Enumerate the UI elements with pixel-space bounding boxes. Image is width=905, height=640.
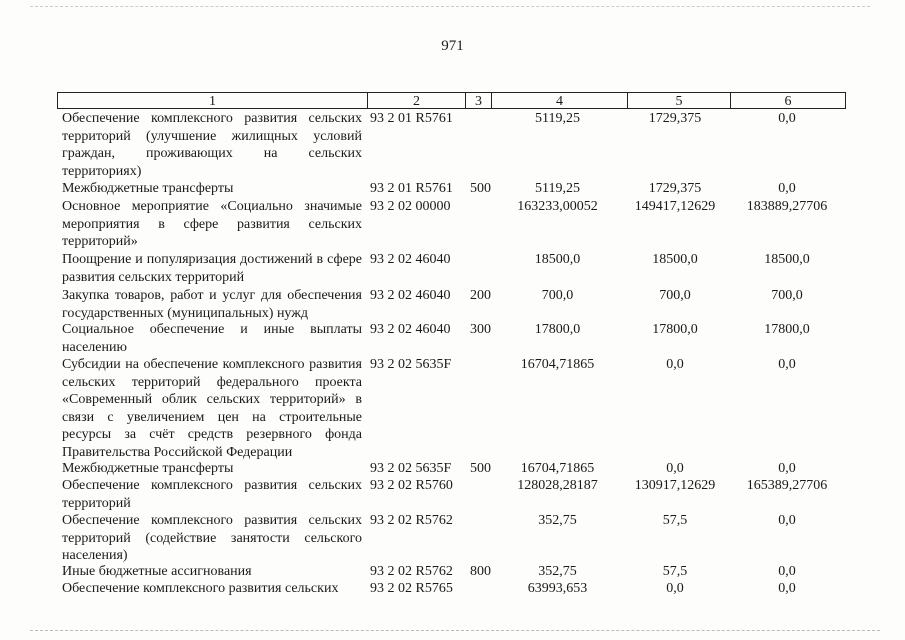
row-value-4: 128028,28187 [517, 478, 598, 493]
row-name: Обеспечение комплексного развития сельских территорий (содействие занятости сельского населения) [62, 513, 362, 563]
row-value-4: 5119,25 [535, 181, 580, 196]
row-value-5: 57,5 [662, 513, 688, 528]
row-code: 93 2 02 5635F [370, 357, 452, 372]
row-value-4: 352,75 [538, 564, 577, 579]
row-vr: 500 [470, 461, 491, 476]
row-value-5: 57,5 [662, 564, 688, 579]
column-header-4: 4 [492, 93, 628, 108]
row-value-6: 183889,27706 [746, 199, 828, 214]
row-name: Основное мероприятие «Социально значимые мероприятия в сфере развития сельских территорий» [62, 199, 362, 249]
row-value-6: 18500,0 [764, 252, 810, 267]
row-value-4: 16704,71865 [520, 357, 595, 372]
row-code: 93 2 02 00000 [370, 199, 451, 214]
row-value-6: 0,0 [778, 461, 796, 476]
row-vr: 800 [470, 564, 491, 579]
row-vr: 200 [470, 288, 491, 303]
row-name: Поощрение и популяризация достижений в сфере развития сельских территорий [62, 252, 362, 285]
row-value-6: 0,0 [778, 357, 796, 372]
row-name: Обеспечение комплексного развития сельских [62, 581, 339, 596]
column-header-5: 5 [628, 93, 731, 108]
row-value-6: 0,0 [778, 111, 796, 126]
row-code: 93 2 01 R5761 [370, 111, 453, 126]
row-value-6: 0,0 [778, 513, 796, 528]
column-header-6: 6 [784, 94, 792, 109]
row-value-5: 17800,0 [652, 322, 698, 337]
table-header [57, 92, 846, 109]
row-name: Социальное обеспечение и иные выплаты населению [62, 322, 362, 355]
row-value-5: 18500,0 [652, 252, 698, 267]
row-value-5: 130917,12629 [634, 478, 716, 493]
row-name: Обеспечение комплексного развития сельских территорий (улучшение жилищных условий граждан, проживающих на сельских территориях) [62, 111, 362, 179]
row-code: 93 2 02 R5762 [370, 513, 453, 528]
row-value-5: 149417,12629 [634, 199, 716, 214]
row-value-4: 63993,653 [527, 581, 588, 596]
row-value-4: 16704,71865 [520, 461, 595, 476]
row-code: 93 2 02 R5765 [370, 581, 453, 596]
row-name: Межбюджетные трансферты [62, 461, 234, 476]
row-value-5: 0,0 [666, 461, 684, 476]
row-value-5: 1729,375 [648, 181, 702, 196]
column-header-1: 1 [58, 93, 368, 108]
row-value-4: 352,75 [538, 513, 577, 528]
row-value-6: 17800,0 [764, 322, 810, 337]
row-value-4: 17800,0 [534, 322, 581, 337]
row-value-4: 700,0 [541, 288, 574, 303]
row-name: Субсидии на обеспечение комплексного развития сельских территорий федерального проекта «Современный облик сельских территорий» в связи с увеличением цен на строительные ресурсы за счёт средств резервного фонда Правительства Российской Федерации [62, 357, 362, 460]
row-value-5: 0,0 [666, 581, 684, 596]
column-header-3: 3 [466, 93, 492, 108]
row-value-6: 0,0 [778, 581, 796, 596]
row-value-5: 1729,375 [648, 111, 702, 126]
row-code: 93 2 01 R5761 [370, 181, 453, 196]
row-value-6: 0,0 [778, 181, 796, 196]
row-code: 93 2 02 R5762 [370, 564, 453, 579]
scan-edge-bottom [30, 630, 880, 631]
row-value-4: 163233,00052 [517, 199, 598, 214]
row-name: Межбюджетные трансферты [62, 181, 234, 196]
row-value-5: 700,0 [659, 288, 691, 303]
column-header-2: 2 [368, 93, 466, 108]
row-code: 93 2 02 46040 [370, 252, 451, 267]
row-value-4: 18500,0 [534, 252, 581, 267]
row-vr: 500 [470, 181, 491, 196]
row-code: 93 2 02 46040 [370, 322, 451, 337]
row-value-6: 165389,27706 [746, 478, 828, 493]
row-name: Иные бюджетные ассигнования [62, 564, 252, 579]
row-code: 93 2 02 46040 [370, 288, 451, 303]
row-code: 93 2 02 R5760 [370, 478, 453, 493]
row-value-4: 5119,25 [535, 111, 580, 126]
row-name: Обеспечение комплексного развития сельских территорий [62, 478, 362, 511]
row-value-5: 0,0 [666, 357, 684, 372]
row-value-6: 700,0 [771, 288, 803, 303]
scan-edge-top [30, 6, 870, 7]
row-code: 93 2 02 5635F [370, 461, 452, 476]
page-number: 971 [441, 38, 464, 54]
row-value-6: 0,0 [778, 564, 796, 579]
row-name: Закупка товаров, работ и услуг для обеспечения государственных (муниципальных) нужд [62, 288, 362, 321]
row-vr: 300 [470, 322, 491, 337]
